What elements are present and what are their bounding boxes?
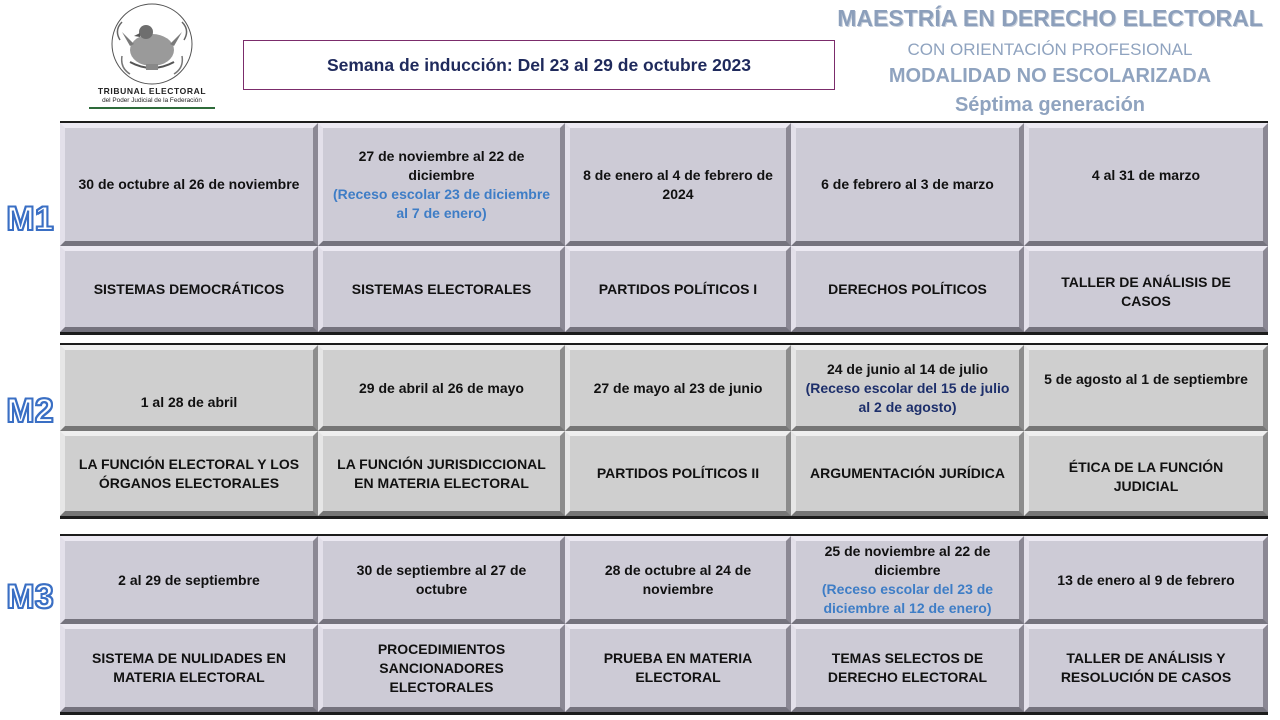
course-cell: PARTIDOS POLÍTICOS I	[565, 246, 791, 332]
date-cell: 13 de enero al 9 de febrero	[1024, 536, 1268, 624]
course-cell: TALLER DE ANÁLISIS DE CASOS	[1024, 246, 1268, 332]
recess-note: (Receso escolar del 23 de diciembre al 12 de enero)	[821, 581, 994, 616]
date-cell: 24 de junio al 14 de julio (Receso escolar del 15 de julio al 2 de agosto)	[791, 345, 1024, 431]
date-cell: 25 de noviembre al 22 de diciembre (Receso escolar del 23 de diciembre al 12 de enero)	[791, 536, 1024, 624]
course-cell: PRUEBA EN MATERIA ELECTORAL	[565, 624, 791, 712]
course-cell: ÉTICA DE LA FUNCIÓN JUDICIAL	[1024, 431, 1268, 516]
course-cell: SISTEMAS DEMOCRÁTICOS	[60, 246, 318, 332]
program-modality: MODALIDAD NO ESCOLARIZADA	[888, 65, 1212, 87]
course-cell: SISTEMA DE NULIDADES EN MATERIA ELECTORAL	[60, 624, 318, 712]
date-cell: 4 al 31 de marzo	[1024, 123, 1268, 246]
date-cell: 27 de noviembre al 22 de diciembre (Receso escolar 23 de diciembre al 7 de enero)	[318, 123, 565, 246]
date-cell: 8 de enero al 4 de febrero de 2024	[565, 123, 791, 246]
course-cell: DERECHOS POLÍTICOS	[791, 246, 1024, 332]
logo-title: TRIBUNAL ELECTORAL	[97, 86, 207, 96]
logo-divider	[89, 107, 215, 109]
module-label-m1: M1	[6, 200, 54, 238]
program-generation: Séptima generación	[954, 94, 1146, 116]
date-cell: 28 de octubre al 24 de noviembre	[565, 536, 791, 624]
course-cell: TEMAS SELECTOS DE DERECHO ELECTORAL	[791, 624, 1024, 712]
mexican-coat-of-arms-icon	[100, 2, 204, 86]
module-label-m2: M2	[6, 392, 54, 430]
module-m1-table	[60, 121, 1268, 335]
course-cell: LA FUNCIÓN ELECTORAL Y LOS ÓRGANOS ELECTORALES	[60, 431, 318, 516]
course-cell: ARGUMENTACIÓN JURÍDICA	[791, 431, 1024, 516]
module-label-m3: M3	[6, 578, 54, 616]
course-cell: SISTEMAS ELECTORALES	[318, 246, 565, 332]
date-cell: 2 al 29 de septiembre	[60, 536, 318, 624]
logo-subtitle: del Poder Judicial de la Federación	[102, 97, 202, 104]
induction-week-box: Semana de inducción: Del 23 al 29 de octubre 2023	[243, 40, 835, 90]
course-cell: PROCEDIMIENTOS SANCIONADORES ELECTORALES	[318, 624, 565, 712]
program-title: MAESTRÍA EN DERECHO ELECTORAL	[837, 5, 1263, 31]
date-cell: 30 de octubre al 26 de noviembre	[60, 123, 318, 246]
module-m3-table	[60, 534, 1268, 715]
date-cell: 27 de mayo al 23 de junio	[565, 345, 791, 431]
date-cell: 30 de septiembre al 27 de octubre	[318, 536, 565, 624]
module-m2-table	[60, 343, 1268, 519]
date-cell: 6 de febrero al 3 de marzo	[791, 123, 1024, 246]
recess-note: (Receso escolar 23 de diciembre al 7 de enero)	[332, 185, 551, 221]
course-cell: LA FUNCIÓN JURISDICCIONAL EN MATERIA ELECTORAL	[318, 431, 565, 516]
course-cell: PARTIDOS POLÍTICOS II	[565, 431, 791, 516]
program-orientation: CON ORIENTACIÓN PROFESIONAL	[907, 40, 1193, 59]
date-cell: 1 al 28 de abril	[60, 345, 318, 431]
date-cell: 5 de agosto al 1 de septiembre	[1024, 345, 1268, 431]
date-cell: 29 de abril al 26 de mayo	[318, 345, 565, 431]
course-cell: TALLER DE ANÁLISIS Y RESOLUCIÓN DE CASOS	[1024, 624, 1268, 712]
recess-note: (Receso escolar del 15 de julio al 2 de agosto)	[805, 379, 1010, 415]
tribunal-electoral-logo	[82, 0, 222, 112]
